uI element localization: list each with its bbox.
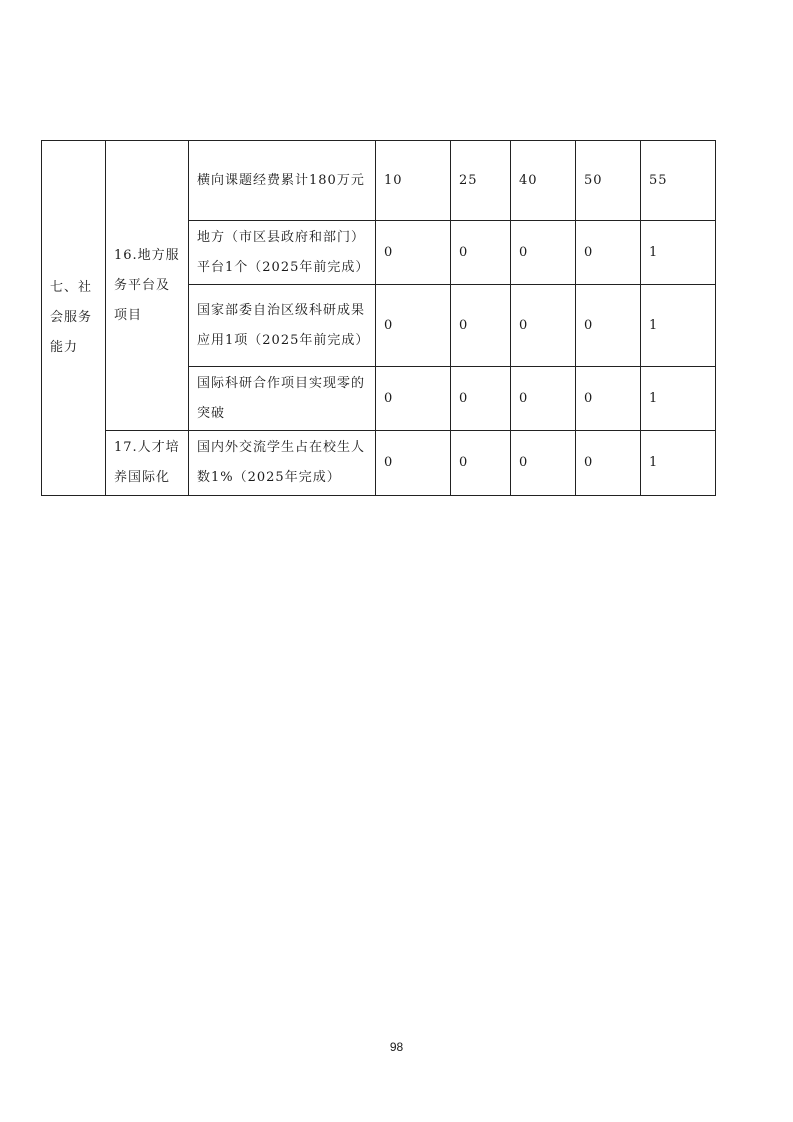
indicator-cell: 国内外交流学生占在校生人数1%（2025年完成）: [189, 431, 376, 496]
value-cell: 0: [576, 285, 641, 367]
value-cell: 0: [511, 285, 576, 367]
value-cell: 40: [511, 141, 576, 221]
value-cell: 0: [376, 367, 451, 431]
value-cell: 0: [451, 285, 511, 367]
value-cell: 1: [641, 285, 716, 367]
value-cell: 0: [511, 431, 576, 496]
table-row: [42, 141, 716, 221]
project-cell-17: 17.人才培养国际化: [106, 431, 189, 496]
value-cell: 10: [376, 141, 451, 221]
category-cell: 七、社会服务能力: [42, 141, 106, 496]
value-cell: 0: [576, 367, 641, 431]
value-cell: 50: [576, 141, 641, 221]
table-row: [42, 431, 716, 496]
indicator-cell: 地方（市区县政府和部门）平台1个（2025年前完成）: [189, 221, 376, 285]
value-cell: 0: [451, 431, 511, 496]
value-cell: 0: [511, 367, 576, 431]
indicator-cell: 国家部委自治区级科研成果应用1项（2025年前完成）: [189, 285, 376, 367]
value-cell: 0: [511, 221, 576, 285]
value-cell: 0: [451, 221, 511, 285]
indicator-cell: 国际科研合作项目实现零的突破: [189, 367, 376, 431]
value-cell: 1: [641, 221, 716, 285]
value-cell: 25: [451, 141, 511, 221]
value-cell: 55: [641, 141, 716, 221]
value-cell: 0: [376, 285, 451, 367]
page-number: 98: [389, 1040, 404, 1054]
indicator-cell: 横向课题经费累计180万元: [189, 141, 376, 221]
value-cell: 0: [376, 221, 451, 285]
value-cell: 0: [451, 367, 511, 431]
project-cell-16: 16.地方服务平台及项目: [106, 141, 189, 431]
value-cell: 1: [641, 431, 716, 496]
indicator-table: [41, 140, 716, 496]
value-cell: 1: [641, 367, 716, 431]
value-cell: 0: [576, 431, 641, 496]
value-cell: 0: [376, 431, 451, 496]
value-cell: 0: [576, 221, 641, 285]
